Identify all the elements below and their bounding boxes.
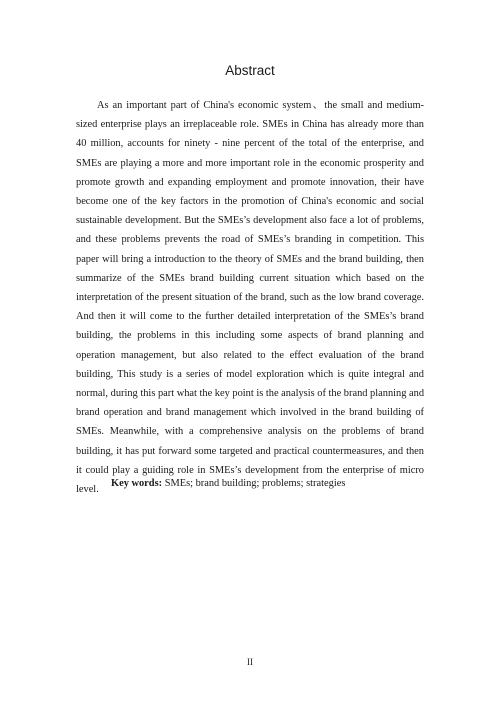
- keywords-label: Key words:: [111, 478, 163, 489]
- page-number: II: [247, 657, 253, 667]
- abstract-title: Abstract: [225, 63, 275, 78]
- abstract-body: As an important part of China's economic system、the small and medium-sized enterprise plays an irreplaceable role. SMEs in China has already more than 40 million, accounts for ninety - nine percent of the total of the enterprise, and SMEs are playing a more and more important role in the economic prosperity and promote growth and expanding employment and promote innovation, their have become one of the key factors in the promotion of China's economic and social sustainable development. But the SMEs’s development also face a lot of problems, and these problems prevents the road of SMEs’s branding in competition. This paper will bring a introduction to the theory of SMEs and the brand building, then summarize of the SMEs brand building current situation which based on the interpretation of the present situation of the brand, such as the low brand coverage. And then it will come to the further detailed interpretation of the SMEs’s brand building, the problems in this including some aspects of brand planning and operation management, but also related to the effect evaluation of the brand building, This study is a series of model exploration which is quite integral and normal, during this part what the key point is the analysis of the brand planning and brand operation and brand management which involved in the brand building of SMEs. Meanwhile, with a comprehensive analysis on the problems of brand building, it has put forward some targeted and practical countermeasures, and then it could play a guiding role in SMEs’s development from the enterprise of micro level.: [76, 100, 425, 496]
- keywords-line: [111, 476, 431, 492]
- keywords-list: SMEs; brand building; problems; strategies: [164, 478, 346, 489]
